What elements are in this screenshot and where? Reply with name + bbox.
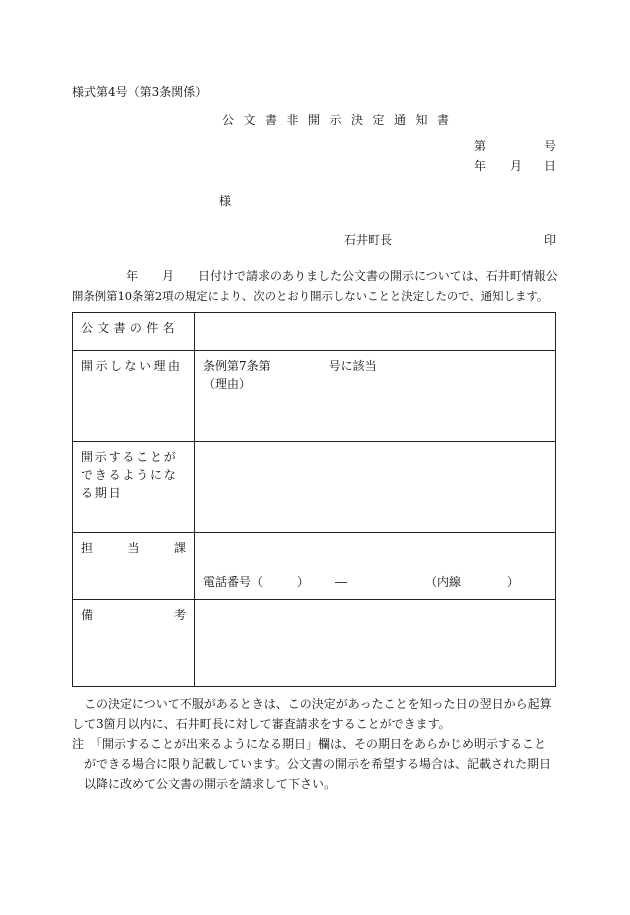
- label-document-name: 公文書の件名: [73, 313, 195, 351]
- label-department: 担 当 課: [73, 533, 195, 600]
- label-remarks: 備 考: [73, 600, 195, 687]
- body-lead-text-2: 開条例第10条第2項の規定により、次のとおり開示しないことと決定したので、通知します。: [72, 289, 549, 303]
- seal-mark: 印: [544, 233, 557, 247]
- date-month-label: 月: [510, 159, 523, 173]
- phone-label: 電話番号（: [203, 575, 264, 589]
- body-year-label: 年: [126, 269, 139, 283]
- label-disclosure-date: 開示することができるようになる期日: [73, 442, 195, 533]
- row-department: [73, 533, 556, 600]
- row-document-name: [73, 313, 556, 351]
- row-reason: [73, 351, 556, 442]
- number-dai: 第: [474, 139, 487, 153]
- article-prefix: 条例第7条第: [203, 359, 271, 373]
- document-title: 公文書非開示決定通知書: [222, 113, 459, 127]
- date-day-label: 日: [544, 159, 557, 173]
- number-go: 号: [544, 139, 557, 153]
- label-reason: 開示しない理由: [73, 351, 195, 442]
- form-table: [72, 312, 556, 687]
- phone-dash: ―: [335, 575, 348, 589]
- reason-label: （理由）: [203, 377, 252, 391]
- field-reason[interactable]: [195, 351, 556, 442]
- article-suffix: 号に該当: [328, 359, 377, 373]
- addressee-honorific: 様: [219, 194, 232, 208]
- row-remarks: [73, 600, 556, 687]
- field-department[interactable]: 電話番号（ ） ― （内線 ）: [195, 533, 556, 600]
- extension-label: （内線: [425, 575, 462, 589]
- form-number: 様式第4号（第3条関係）: [72, 85, 208, 99]
- field-remarks[interactable]: [195, 600, 556, 687]
- sender-name: 石井町長: [344, 233, 393, 247]
- body-month-label: 月: [162, 269, 175, 283]
- appeal-notice: この決定について不服があるときは、この決定があったことを知った日の翌日から起算して3箇月以内に、石井町長に対して審査請求をすることができます。: [72, 697, 552, 731]
- field-disclosure-date[interactable]: [195, 442, 556, 533]
- field-document-name[interactable]: [195, 313, 556, 351]
- row-disclosure-date: [73, 442, 556, 533]
- body-lead-text: 日付けで請求のありました公文書の開示については、石井町情報公: [198, 269, 558, 283]
- date-year-label: 年: [474, 159, 487, 173]
- footnote: 注 「開示することが出来るようになる期日」欄は、その期日をあらかじめ明示することができる場合に限り記載しています。公文書の開示を希望する場合は、記載された期日以降に改めて公文書の開示を請求して下さい。: [72, 737, 552, 791]
- notes-section: [72, 694, 556, 794]
